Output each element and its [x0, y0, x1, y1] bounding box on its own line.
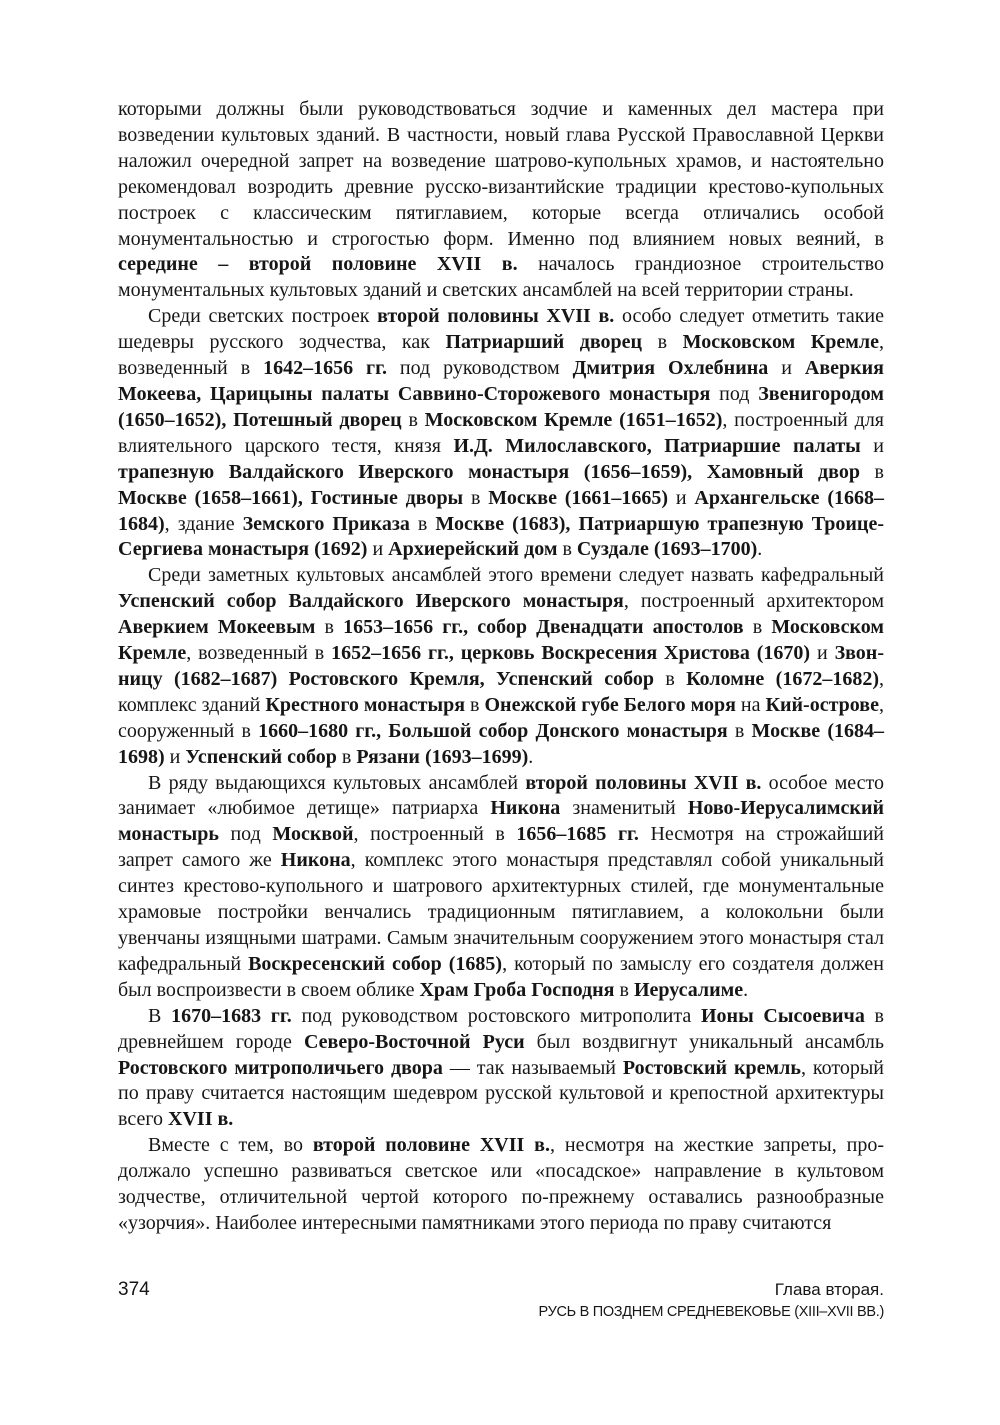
bold-run: 1653–1656 гг., собор Двенадцати апостолов [343, 616, 744, 639]
text-run: в [653, 667, 687, 690]
bold-run: Московском Кремле (1651–1652) [424, 408, 723, 431]
text-run: знаменитый [560, 797, 688, 820]
bold-run: Суздале (1693–1700) [576, 538, 758, 561]
bold-run: Ново-Иерусалимский монастырь [118, 797, 884, 846]
text-run: , комплекс этого монастыря представлял собой уникальный синтез крестово-купольного и шатрового архитектурных стилей, где монументальные храмовые постройки венчались традиционным пятиглавием, а колокольни были увенчаны изящными шатрами. Самым значительным сооружением этого монастыря стал кафедральный [118, 849, 884, 975]
paragraph [118, 1133, 884, 1237]
text-run: , построенный архитектором [623, 590, 884, 613]
bold-run: Ростовский кремль [622, 1056, 801, 1079]
bold-run: Дмитрия Охлебнина [572, 357, 769, 380]
bold-run: Кий-острове [765, 693, 879, 716]
bold-run: Звенигородом (1650–1652), Потешный дворец [118, 382, 885, 431]
bold-run: Успенский собор [185, 745, 337, 768]
text-run: Вместе с тем, во [148, 1134, 313, 1157]
text-run: в [409, 512, 436, 535]
bold-run: Звонницу (1682–1687) Ростовского Кремля, Успенский собор [118, 642, 884, 690]
text-run: в [859, 460, 884, 483]
bold-run: Иерусалиме [633, 978, 744, 1001]
text-run: и [810, 642, 835, 665]
text-run: и [860, 434, 885, 457]
text-run: под руководством [386, 357, 573, 380]
text-run: в древнейшем городе [118, 1004, 884, 1053]
bold-run: середине – второй половине XVII в. [118, 253, 518, 276]
bold-run: Северо-Восточной Руси [303, 1030, 525, 1053]
text-run: , построенный для влиятельного царского тестя, князя [118, 408, 884, 457]
paragraph [118, 97, 884, 304]
text-run: . [757, 538, 763, 561]
bold-run: Земского Приказа [242, 512, 410, 535]
text-run: и [164, 745, 186, 768]
bold-run: Онежской губе Белого моря [484, 693, 736, 716]
bold-run: Храм Гроба Господня [419, 978, 615, 1001]
bold-run: 1652–1656 гг., церковь Воскресения Христова (1670) [331, 642, 811, 665]
text-run: . [743, 978, 749, 1001]
text-run: , здание [164, 512, 243, 535]
bold-run: Успенский собор Валдайского Иверского монастыря [118, 590, 624, 613]
text-run: особо следует отметить такие шедевры русского зодчества, как [118, 305, 884, 354]
text-run: Среди светских построек [148, 305, 378, 328]
bold-run: Коломне (1672–1682) [686, 667, 879, 690]
text-run: и [367, 538, 389, 561]
bold-run: Аверкия Мокеева, Царицыны палаты Саввино-Сторожевого монастыря [118, 357, 884, 405]
text-run: . [528, 745, 534, 768]
bold-run: Воскресенский собор (1685) [248, 952, 503, 975]
bold-run: Никона [490, 797, 561, 820]
text-run: на [735, 693, 766, 716]
paragraph [118, 563, 884, 770]
text-run: в [642, 331, 683, 354]
text-run: в [614, 978, 634, 1001]
bold-run: 1642–1656 гг. [263, 357, 387, 380]
bold-run: Московском Кремле [118, 616, 884, 665]
text-run: , комплекс зданий [118, 667, 884, 716]
text-run: — так называемый [442, 1056, 623, 1079]
text-run: Среди заметных культовых ансамблей этого времени следует назвать кафедральный [148, 564, 884, 587]
chapter-subtitle: РУСЬ В ПОЗДНЕМ СРЕДНЕВЕКОВЬЕ (XIII–XVII ВВ.) [538, 1304, 884, 1320]
bold-run: 1670–1683 гг. [171, 1004, 292, 1027]
bold-run: Москве (1684–1698) [118, 719, 884, 768]
text-run: под [710, 382, 759, 405]
text-run: началось грандиозное строительство монументальных культовых зданий и светских ансамблей на всей территории страны. [118, 253, 884, 302]
bold-run: Москве (1658–1661), Гостиные дворы [118, 486, 464, 509]
body-text [118, 97, 884, 1237]
bold-run: Ростовского митрополичьего двора [118, 1056, 443, 1079]
bold-run: 1660–1680 гг., Большой собор Донского монастыря [258, 719, 728, 742]
bold-run: второй половины XVII в. [377, 305, 615, 328]
bold-run: Москвой [272, 823, 354, 846]
text-run: В ряду выдающихся культовых ансамблей [148, 771, 526, 794]
bold-run: Москве (1661–1665) [488, 486, 669, 509]
text-run: в [463, 486, 489, 509]
text-run: в [315, 616, 344, 639]
bold-run: Архиерейский дом [388, 538, 558, 561]
text-run: , возведенный в [118, 331, 884, 380]
text-run: под руководством ростовского митрополита [291, 1004, 701, 1027]
bold-run: второй половины XVII в. [525, 771, 762, 794]
text-run: В [148, 1004, 172, 1027]
text-run: , сооруженный в [118, 693, 884, 742]
bold-run: трапезную Валдайского Иверского монастыря (1656–1659), Хамовный двор [118, 460, 860, 483]
bold-run: Патриарший дворец [445, 331, 643, 354]
text-run: , несмотря на жесткие запреты, продолжало успешно развиваться светское или «посадское» направление в культовом зодчестве, отличительной чертой которого по-прежнему оставались разнообразные «узорчия». Наиболее интересными памятниками этого периода по праву считаются [118, 1134, 884, 1234]
text-run: , построенный в [353, 823, 517, 846]
bold-run: XVII в. [168, 1108, 234, 1131]
bold-run: Рязани (1693–1699) [356, 745, 529, 768]
bold-run: Архангельске (1668–1684) [118, 486, 884, 535]
bold-run: Москве (1683), Патриаршую трапезную Троице-Сергиева монастыря (1692) [118, 512, 884, 561]
bold-run: Московском Кремле [682, 331, 879, 354]
bold-run: Крестного монастыря [265, 693, 466, 716]
bold-run: второй половине XVII в. [312, 1134, 550, 1157]
bold-run: И.Д. Милославского, Патриаршие палаты [453, 434, 861, 457]
bold-run: Ионы Сысоевича [700, 1004, 865, 1027]
text-run: особое место занимает «любимое детище» патриарха [118, 771, 885, 820]
paragraph [118, 304, 884, 563]
text-run: и [668, 486, 695, 509]
text-run: и [768, 357, 805, 380]
bold-run: 1656–1685 гг. [516, 823, 639, 846]
text-run: , возведенный в [186, 642, 332, 665]
page-number: 374 [118, 1279, 150, 1300]
bold-run: Аверкием Мокеевым [118, 616, 316, 639]
text-run: в [727, 719, 752, 742]
text-run: в [401, 408, 425, 431]
text-run: был воздвигнут уникальный ансамбль [524, 1030, 884, 1053]
text-run: в [743, 616, 772, 639]
text-run: которыми должны были руководствоваться зодчие и каменных дел мастера при возведении культовых зданий. В частности, новый глава Русской Православной Церкви наложил очередной запрет на возведение шатрово-купольных храмов, и настоятельно рекомендовал возродить древние русско-византийские традиции крестово-купольных построек с классическим пятиглавием, которые всегда отличались особой монументальностью и строгостью форм. Именно под влиянием новых веяний, в [118, 98, 884, 250]
bold-run: Никона [280, 849, 351, 872]
chapter-title: Глава вторая. [774, 1280, 884, 1299]
text-run: в [557, 538, 577, 561]
paragraph [118, 771, 884, 1004]
text-run: , который по праву считается настоящим шедевром русской культовой и крепостной архитектуры всего [118, 1056, 884, 1131]
text-run: в [336, 745, 357, 768]
text-run: Несмотря на строжайший запрет самого же [118, 823, 884, 872]
text-run: под [218, 823, 273, 846]
text-run: в [465, 693, 485, 716]
running-footer [539, 1279, 884, 1323]
paragraph [118, 1004, 884, 1134]
text-run: , который по замыслу его создателя должен был воспроизвести в своем облике [118, 952, 885, 1001]
